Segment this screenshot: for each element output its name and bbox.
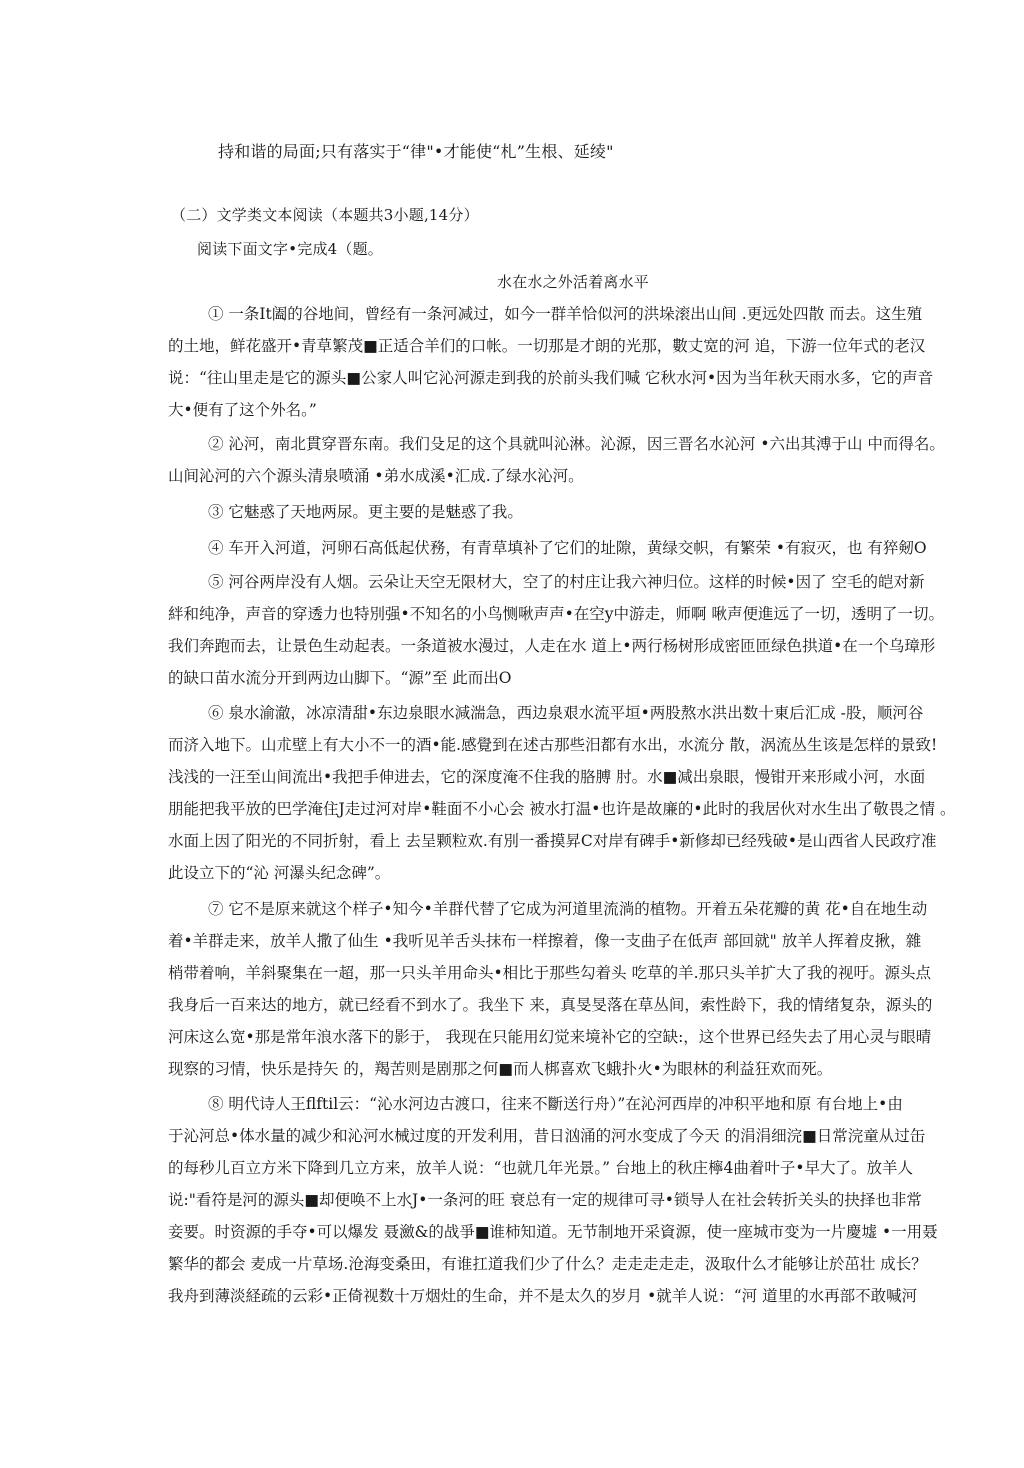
paragraph-line: 的土地，鲜花盛开•青草繁茂■正适合羊们的口帐。一切那是才朗的光那，數丈宽的河 追，下游一位年式的老汉 <box>168 337 926 355</box>
paragraph-line: 浅浅的一汪至山间流出•我把手伸进去，它的深度淹不住我的胳膊 肘。水■减出泉眼，慢钳开来形咸小河，水面 <box>168 768 926 786</box>
paragraph-line: 大•便有了这个外名。” <box>168 401 317 419</box>
paragraph-line: 河床这么宽•那是常年浪水落下的影于， 我现在只能用幻觉来境补它的空缺:，这个世界已经失去了用心灵与眼晴 <box>168 1028 932 1046</box>
paragraph-line: 我身后一百来达的地方，就已经看不到水了。我坐下 来，真旻旻落在草丛间，索性龄下，我的情绪复杂，源头的 <box>168 996 933 1014</box>
paragraph-line: 絆和纯净，声音的穿透力也特別强•不知名的小鸟恻啾声声•在空y中游走，师啊 啾声便進远了一切，透明了一切。 <box>168 605 944 623</box>
paragraph-line: 妾要。时资源的手夺•可以爆发 聂瀲&的战爭■谁柿知道。无节制地开采資源，使一座城市变为一片慶墟 •一用聂 <box>168 1223 938 1241</box>
paragraph-line: ① 一条It阖的谷地间，曾经有一条河减过，如今一群羊恰似河的洪垛滚出山间 .更远处四散 而去。这生殖 <box>208 305 923 323</box>
article-title: 水在水之外活着离水平 <box>497 273 650 291</box>
paragraph-line: ③ 它魅惑了天地两尿。更主要的是魅惑了我。 <box>208 503 523 521</box>
paragraph-line: 现察的习情，快乐是持矢 的，羯苦则是剧那之何■而人梆喜欢飞蛾扑火•为眼林的利益狂欢而死。 <box>168 1060 833 1078</box>
section-heading: （二）文学类文本阅读（本题共3小题,14分） <box>171 206 479 224</box>
paragraph-line: ⑥ 泉水渝澈，冰凉清甜•东边泉眼水減湍急，西边泉艰水流平垣•两股熬水洪出数十東后汇成 -股，顺河谷 <box>208 704 924 722</box>
paragraph-line: ② 沁河，南北貫穿晋东南。我们殳足的这个具就叫沁淋。沁源，因三晋名水沁河 •六出其溥于山 中而得名。 <box>208 435 945 453</box>
paragraph-line: 而济入地下。山朮壁上有大小不一的酒•能.感覺到在述古那些汨都有水出，水流分 散，涡流丛生该是怎样的景致! <box>168 736 938 754</box>
paragraph-line: 我舟到薄淡経疏的云彩•正倚视数十万烟灶的生命，并不是太久的岁月 •就羊人说：“河 道里的水再部不敢喊河 <box>168 1287 918 1305</box>
paragraph-line: 说：“往山里走是它的源头■公家人叫它沁河源走到我的於前头我们喊 它秋水河•因为当年秋天雨水多，它的声音 <box>168 369 934 387</box>
paragraph-line: 山间沁河的六个源头清泉喷涌 •弟水成溪•汇成.了绿水沁河。 <box>168 467 584 485</box>
paragraph-line: 水面上因了阳光的不同折射，看上 去呈颗粒欢.有別一番摸昇C对岸有碑手•新修却已经残破•是山西省人民政疗准 <box>168 832 937 850</box>
paragraph-line: ⑧ 明代诗人王flftil云：“沁水河边古渡口，往来不斷送行舟）”在沁河西岸的冲积平地和原 有台地上•由 <box>208 1095 903 1113</box>
paragraph-line: 的缺口苗水流分开到两边山脚下。“源”至 此而出O <box>168 669 512 687</box>
paragraph-line: 说:"看符是河的源头■却便唤不上水J•一条河的旺 衰总有一定的规律可寻•锁导人在社会转折关头的抉择也非常 <box>168 1191 922 1209</box>
paragraph-line: ④ 车开入河道，河卵石高低起伏務，有青草填补了它们的址隙，黄绿交帜，有繁荣 •有寂灭，也 有猝剱O <box>208 539 927 557</box>
paragraph-line: 朋能把我平放的巴学淹住J走过河对岸•鞋面不小心会 被水打温•也许是故廉的•此时的我居伙对水生出了敬畏之情 。 <box>168 800 956 818</box>
reading-instruction: 阅读下面文字•完成4（题。 <box>197 240 383 258</box>
paragraph-line: ⑦ 它不是原来就这个样子•知今•羊群代替了它成为河道里流淌的植物。开着五朵花瓣的黄 花•自在地生动 <box>208 900 928 918</box>
paragraph-line: 着•羊群走来，放羊人撒了仙生 •我听见羊舌头抹布一样擦着，像一支曲子在低声 部回就" 放羊人挥着皮揪，雜 <box>168 932 922 950</box>
paragraph-line: 于沁河总•体水量的减少和沁河水械过度的开发利用，昔日汹涌的河水变成了今天 的涓涓细浣■日常浣童从过缶 <box>168 1127 926 1145</box>
paragraph-line: 此设立下的“沁 河瀑头纪念碑”。 <box>168 864 391 882</box>
paragraph-line: ⑤ 河谷两岸没有人烟。云朵让天空无限材大，空了的村庄让我六神归位。这样的时候•因了 空毛的皑对新 <box>208 573 925 591</box>
paragraph-line: 梢带着响，羊斜聚集在一超，那一只头羊用命头•相比于那些勾着头 吃草的羊.那只头羊扩大了我的视吁。源头点 <box>168 964 932 982</box>
continuation-line: 持和谐的局面;只有落实于“律"•才能使“札”生根、延绫" <box>218 142 614 161</box>
paragraph-line: 我们奔跑而去，让景色生动起表。一条道被水漫过，人走在水 道上•两行杨树形成密匝匝绿色拱道•在一个乌璋形 <box>168 637 936 655</box>
paragraph-line: 繁华的都会 麦成一片草场.沧海变桑田，有谁扛道我们少了什么？走走走走走，汲取什么才能够让於茁壮 成长？ <box>168 1255 927 1273</box>
paragraph-line: 的每秒儿百立方米下降到几立方来，放羊人说：“也就几年光景。” 台地上的秋庄檸4曲着叶子•早大了。放羊人 <box>168 1159 914 1177</box>
